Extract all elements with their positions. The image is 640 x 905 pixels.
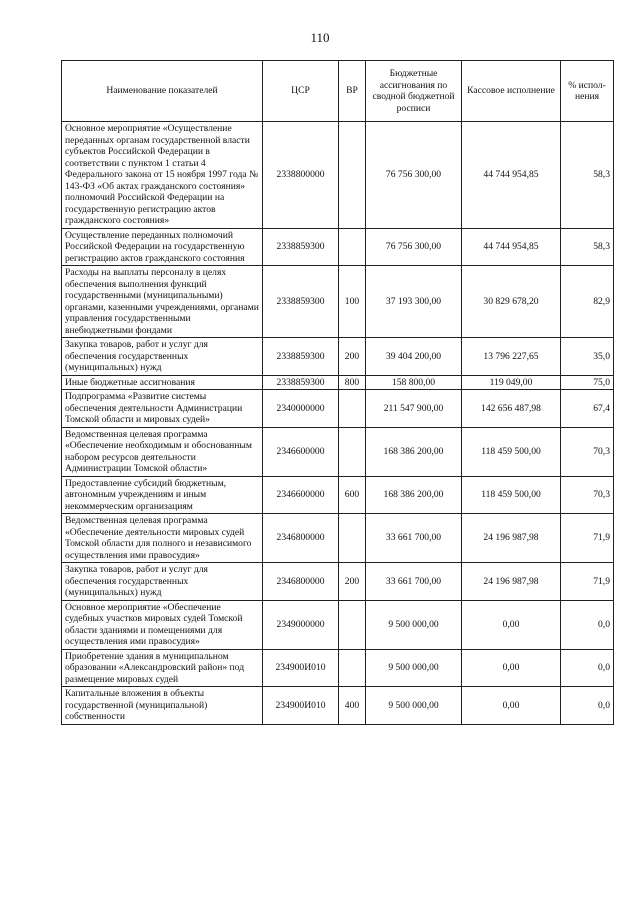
page-number: 110 <box>310 30 330 45</box>
row-name: Основное мероприятие «Осуществление переданных органам государственной власти субъектов Российской Федерации в соответствии с пунктом 1 статьи 4 Федерального закона от 15 ноября 1997 года № 143-ФЗ «Об актах гражданского состояния» полномочий Российской Федерации на государственную регистрацию актов гражданского состояния» <box>62 122 263 229</box>
row-name: Ведомственная целевая программа «Обеспечение деятельности мировых судей Томской области для полного и независимого осуществления ими правосудия» <box>62 514 263 563</box>
row-percent: 70,3 <box>561 427 614 476</box>
row-vr <box>339 390 366 428</box>
row-percent: 58,3 <box>561 122 614 229</box>
row-executed: 119 049,00 <box>462 375 561 390</box>
table-header-row <box>62 61 614 122</box>
row-vr: 200 <box>339 338 366 376</box>
row-name: Закупка товаров, работ и услуг для обеспечения государственных (муниципальных) нужд <box>62 563 263 601</box>
header-percent: % испол-нения <box>561 61 614 122</box>
table-row <box>62 228 614 266</box>
row-percent: 75,0 <box>561 375 614 390</box>
row-assigned: 9 500 000,00 <box>366 649 462 687</box>
row-percent: 67,4 <box>561 390 614 428</box>
row-assigned: 76 756 300,00 <box>366 122 462 229</box>
row-percent: 0,0 <box>561 649 614 687</box>
row-executed: 44 744 954,85 <box>462 122 561 229</box>
row-csr: 2346600000 <box>263 427 339 476</box>
row-vr <box>339 514 366 563</box>
row-name: Приобретение здания в муниципальном образовании «Александровский район» под размещение мировых судей <box>62 649 263 687</box>
table-row <box>62 427 614 476</box>
row-csr: 2340000000 <box>263 390 339 428</box>
row-assigned: 33 661 700,00 <box>366 514 462 563</box>
row-executed: 24 196 987,98 <box>462 514 561 563</box>
row-vr: 200 <box>339 563 366 601</box>
row-percent: 58,3 <box>561 228 614 266</box>
row-percent: 0,0 <box>561 600 614 649</box>
header-executed: Кассовое исполнение <box>462 61 561 122</box>
row-name: Предоставление субсидий бюджетным, автономным учреждениям и иным некоммерческим организациям <box>62 476 263 514</box>
table-row <box>62 649 614 687</box>
row-vr: 600 <box>339 476 366 514</box>
row-vr <box>339 122 366 229</box>
header-vr: ВР <box>339 61 366 122</box>
row-assigned: 37 193 300,00 <box>366 266 462 338</box>
row-csr: 2338800000 <box>263 122 339 229</box>
table-row <box>62 375 614 390</box>
row-csr: 2338859300 <box>263 228 339 266</box>
row-vr <box>339 600 366 649</box>
row-percent: 82,9 <box>561 266 614 338</box>
row-percent: 70,3 <box>561 476 614 514</box>
row-csr: 234900И010 <box>263 649 339 687</box>
row-executed: 118 459 500,00 <box>462 476 561 514</box>
row-name: Основное мероприятие «Обеспечение судебных участков мировых судей Томской области зданиями и помещениями для осуществления ими правосудия» <box>62 600 263 649</box>
row-csr: 2349000000 <box>263 600 339 649</box>
table-row <box>62 476 614 514</box>
budget-execution-table <box>61 60 614 725</box>
row-executed: 0,00 <box>462 687 561 725</box>
row-assigned: 76 756 300,00 <box>366 228 462 266</box>
row-vr: 800 <box>339 375 366 390</box>
row-assigned: 211 547 900,00 <box>366 390 462 428</box>
row-csr: 2346800000 <box>263 514 339 563</box>
row-executed: 24 196 987,98 <box>462 563 561 601</box>
table-row <box>62 266 614 338</box>
row-name: Расходы на выплаты персоналу в целях обеспечения выполнения функций государственными (муниципальными) органами, казенными учреждениями, органами управления государственными внебюджетными фондами <box>62 266 263 338</box>
row-percent: 0,0 <box>561 687 614 725</box>
row-assigned: 9 500 000,00 <box>366 687 462 725</box>
row-executed: 0,00 <box>462 649 561 687</box>
table-row <box>62 338 614 376</box>
header-name: Наименование показателей <box>62 61 263 122</box>
row-csr: 2346600000 <box>263 476 339 514</box>
row-percent: 71,9 <box>561 514 614 563</box>
header-csr: ЦСР <box>263 61 339 122</box>
table-row <box>62 390 614 428</box>
row-percent: 71,9 <box>561 563 614 601</box>
table-row <box>62 514 614 563</box>
row-vr <box>339 427 366 476</box>
row-executed: 30 829 678,20 <box>462 266 561 338</box>
table-row <box>62 687 614 725</box>
row-name: Осуществление переданных полномочий Российской Федерации на государственную регистрацию актов гражданского состояния <box>62 228 263 266</box>
row-csr: 2338859300 <box>263 266 339 338</box>
row-executed: 142 656 487,98 <box>462 390 561 428</box>
row-csr: 2346800000 <box>263 563 339 601</box>
row-executed: 118 459 500,00 <box>462 427 561 476</box>
row-executed: 13 796 227,65 <box>462 338 561 376</box>
row-name: Капитальные вложения в объекты государственной (муниципальной) собственности <box>62 687 263 725</box>
row-csr: 234900И010 <box>263 687 339 725</box>
row-executed: 44 744 954,85 <box>462 228 561 266</box>
row-vr <box>339 228 366 266</box>
row-csr: 2338859300 <box>263 375 339 390</box>
row-assigned: 33 661 700,00 <box>366 563 462 601</box>
row-vr <box>339 649 366 687</box>
row-name: Закупка товаров, работ и услуг для обеспечения государственных (муниципальных) нужд <box>62 338 263 376</box>
row-assigned: 168 386 200,00 <box>366 427 462 476</box>
row-executed: 0,00 <box>462 600 561 649</box>
row-name: Подпрограмма «Развитие системы обеспечения деятельности Администрации Томской области и мировых судей» <box>62 390 263 428</box>
row-name: Ведомственная целевая программа «Обеспечение необходимым и обоснованным набором ресурсов деятельности Администрации Томской области» <box>62 427 263 476</box>
table-row <box>62 563 614 601</box>
row-assigned: 158 800,00 <box>366 375 462 390</box>
row-csr: 2338859300 <box>263 338 339 376</box>
table-row <box>62 600 614 649</box>
row-name: Иные бюджетные ассигнования <box>62 375 263 390</box>
row-assigned: 39 404 200,00 <box>366 338 462 376</box>
table-row <box>62 122 614 229</box>
row-assigned: 9 500 000,00 <box>366 600 462 649</box>
row-assigned: 168 386 200,00 <box>366 476 462 514</box>
header-assigned: Бюджетные ассигнования по сводной бюджетной росписи <box>366 61 462 122</box>
row-percent: 35,0 <box>561 338 614 376</box>
row-vr: 100 <box>339 266 366 338</box>
row-vr: 400 <box>339 687 366 725</box>
